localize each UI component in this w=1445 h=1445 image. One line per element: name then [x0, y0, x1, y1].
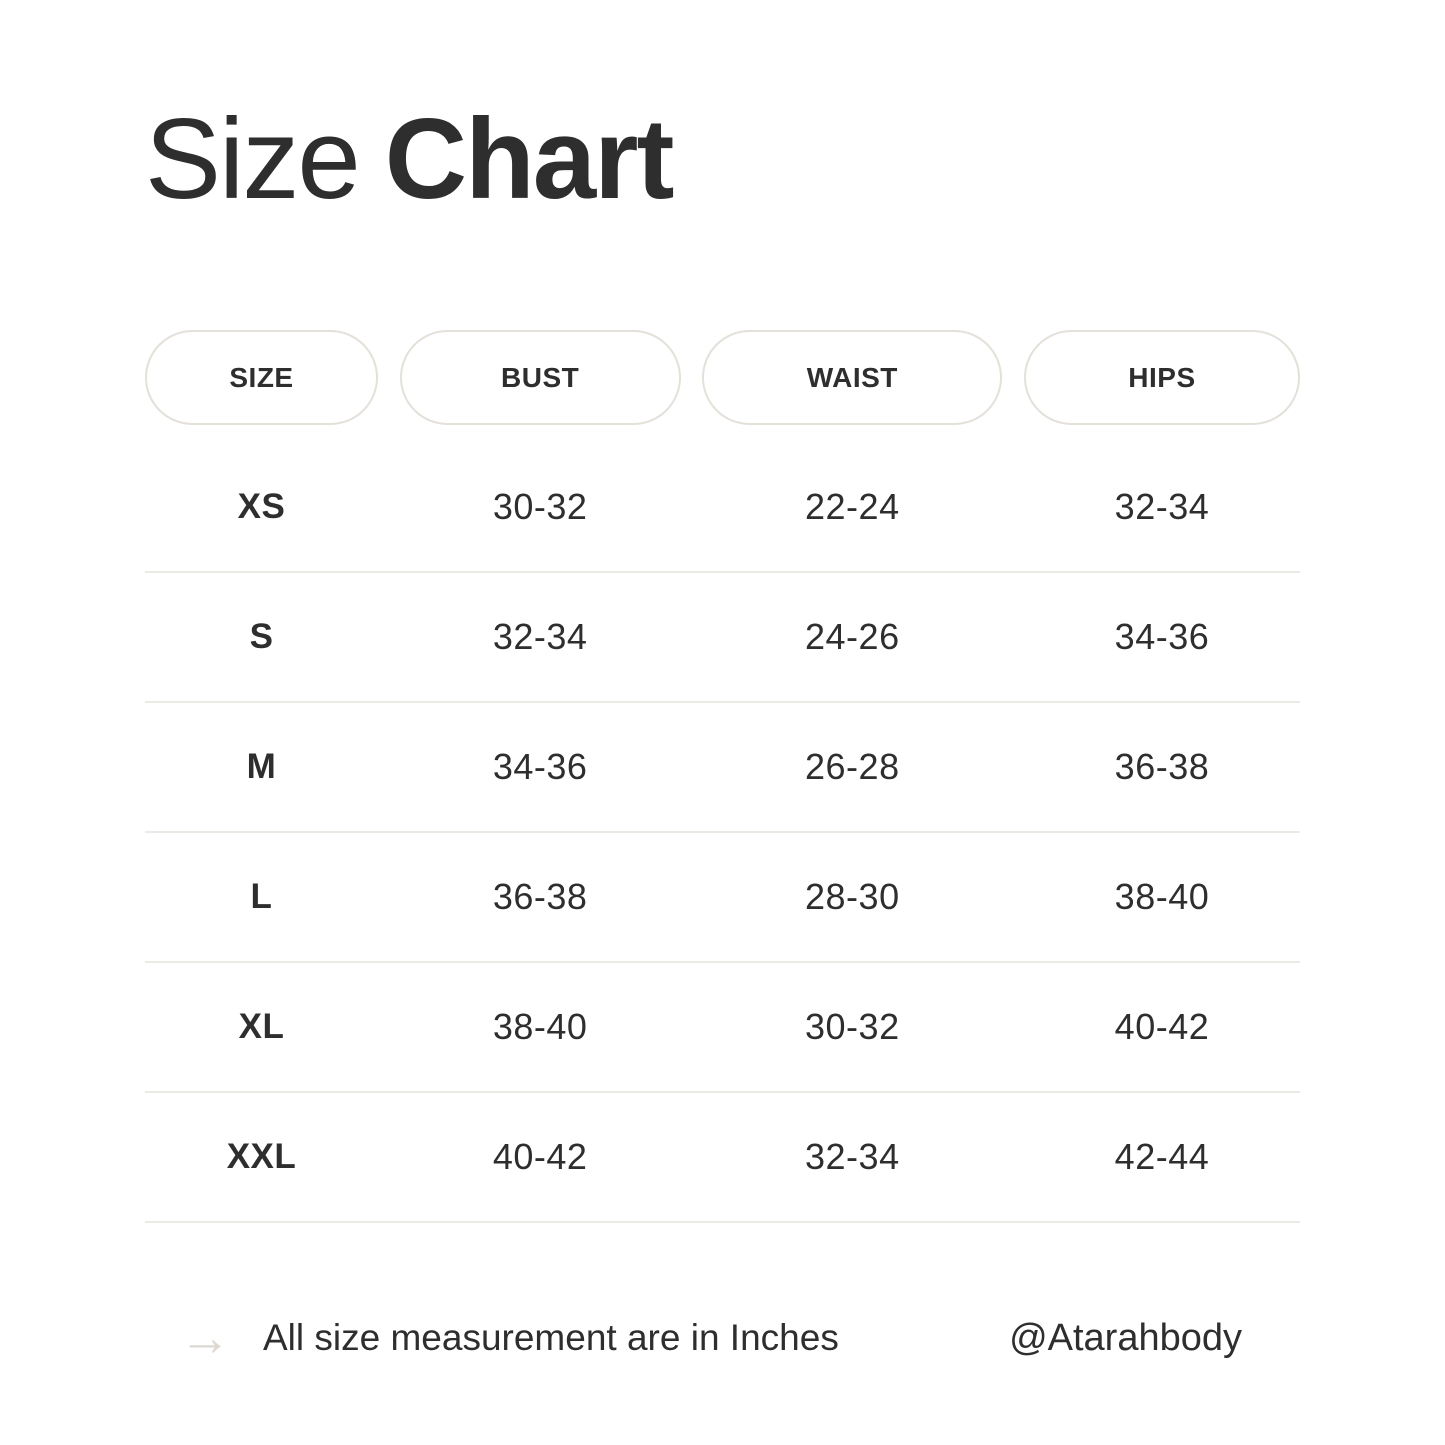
column-label-waist: WAIST: [806, 361, 898, 393]
cell-bust: 38-40: [492, 1006, 588, 1047]
cell-waist: 24-26: [805, 616, 900, 657]
table-row-xs: [145, 443, 1300, 573]
cell-size: XXL: [226, 1137, 297, 1176]
cell-hips: 42-44: [1114, 1136, 1210, 1177]
footer: [145, 1309, 1300, 1367]
cell-bust: 34-36: [492, 746, 588, 787]
table-row-xl: [145, 963, 1300, 1093]
size-table: [145, 330, 1300, 1223]
page-title-bold: Chart: [384, 96, 673, 223]
cell-hips: 38-40: [1114, 876, 1210, 917]
table-row-xxl: [145, 1093, 1300, 1223]
column-pill-hips: [1024, 330, 1300, 425]
column-pill-bust: [400, 330, 681, 425]
column-label-hips: HIPS: [1128, 361, 1196, 393]
table-body: [145, 443, 1300, 1223]
cell-hips: 36-38: [1114, 746, 1210, 787]
cell-hips: 40-42: [1114, 1006, 1210, 1047]
cell-hips: 32-34: [1114, 486, 1210, 527]
page-title-regular: Size: [145, 96, 359, 223]
cell-size: XL: [238, 1007, 285, 1046]
cell-size: M: [246, 747, 277, 786]
cell-bust: 40-42: [492, 1136, 588, 1177]
cell-waist: 32-34: [805, 1136, 900, 1177]
cell-size: S: [249, 617, 274, 656]
cell-size: XS: [237, 487, 286, 526]
column-pill-waist: [702, 330, 1002, 425]
table-row-l: [145, 833, 1300, 963]
cell-bust: 30-32: [492, 486, 588, 527]
cell-waist: 26-28: [805, 746, 900, 787]
cell-waist: 22-24: [805, 486, 900, 527]
cell-hips: 34-36: [1114, 616, 1210, 657]
cell-waist: 30-32: [805, 1006, 900, 1047]
table-row-s: [145, 573, 1300, 703]
table-row-m: [145, 703, 1300, 833]
column-pill-size: [145, 330, 378, 425]
right-arrow-icon: →: [179, 1309, 231, 1367]
cell-size: L: [250, 877, 273, 916]
cell-bust: 32-34: [492, 616, 588, 657]
page-title: [145, 96, 673, 223]
social-handle: @Atarahbody: [1009, 1316, 1242, 1359]
cell-bust: 36-38: [492, 876, 588, 917]
column-label-bust: BUST: [501, 361, 580, 393]
table-header-row: [145, 330, 1300, 425]
column-label-size: SIZE: [229, 361, 294, 393]
footer-note: All size measurement are in Inches: [263, 1317, 839, 1358]
cell-waist: 28-30: [805, 876, 900, 917]
